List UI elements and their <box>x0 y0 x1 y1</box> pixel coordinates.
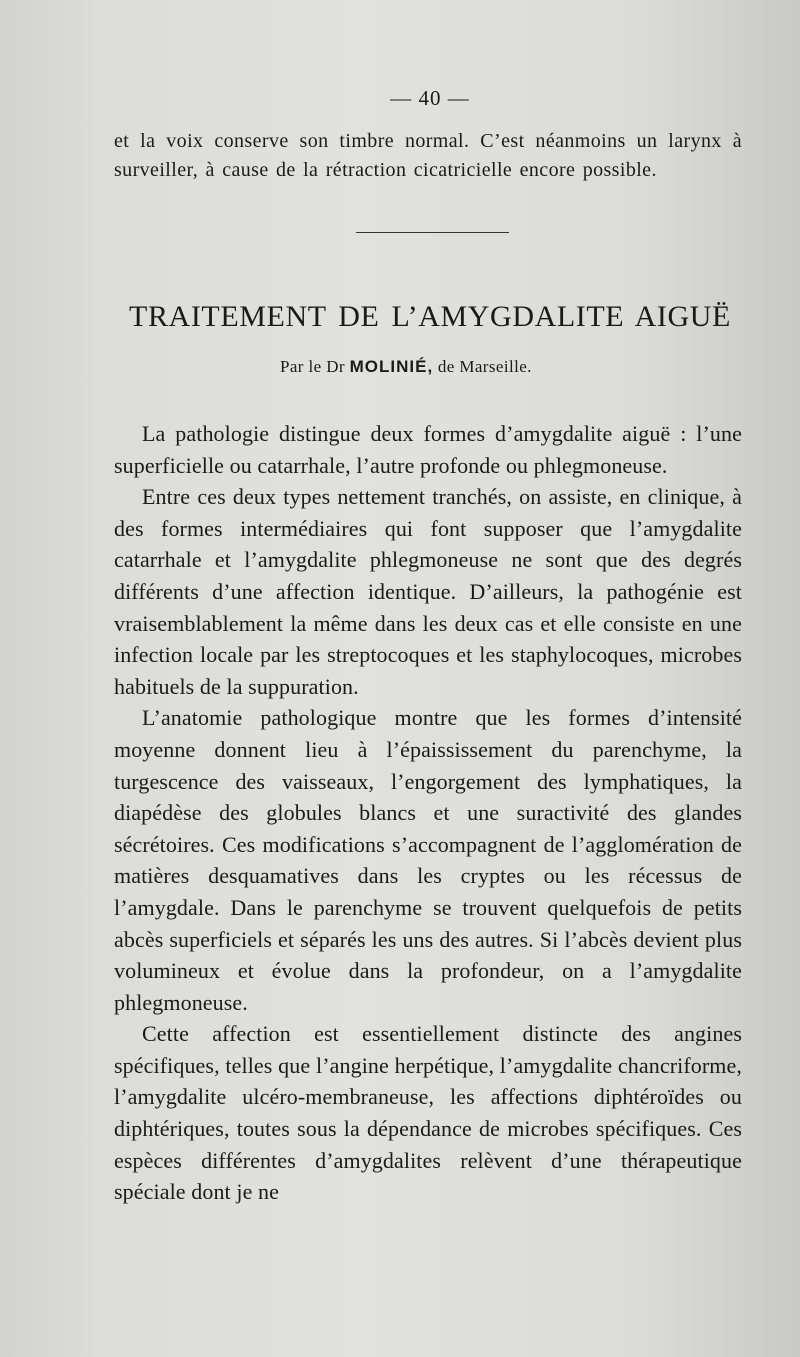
byline-author: MOLINIÉ, <box>349 357 434 376</box>
body-paragraph: La pathologie distingue deux formes d’amygdalite aiguë : l’une superficielle ou catarrhale, l’autre profonde ou phlegmoneuse. <box>114 421 742 478</box>
byline-suffix: de Marseille. <box>437 357 532 376</box>
article-body <box>114 418 742 1208</box>
body-paragraph: Entre ces deux types nettement tranchés, on assiste, en clinique, à des formes intermédiaires qui font supposer que l’amygdalite catarrhale et l’amygdalite phlegmoneuse ne sont que des degrés différents d’une affection identique. D’ailleurs, la pathogénie est vraisemblablement la même dans les deux cas et elle consiste en une infection locale par les streptocoques et les staphylocoques, microbes habituels de la suppuration. <box>114 484 742 699</box>
byline <box>280 357 532 377</box>
byline-prefix: Par le Dr <box>280 357 345 376</box>
intro-paragraph: et la voix conserve son timbre normal. C’est néanmoins un larynx à surveiller, à cause de la rétraction cicatricielle encore possible. <box>114 130 742 181</box>
article-title: TRAITEMENT DE L’AMYGDALITE AIGUË <box>129 300 731 333</box>
body-paragraph: Cette affection est essentiellement distincte des angines spécifiques, telles que l’angine herpétique, l’amygdalite chancriforme, l’amygdalite ulcéro-membraneuse, les affections diphtéroïdes ou diphtériques, toutes sous la dépendance de microbes spécifiques. Ces espèces différentes d’amygdalites relèvent d’une thérapeutique spéciale dont je ne <box>114 1021 742 1205</box>
section-divider <box>356 232 509 233</box>
page-number: — 40 — <box>390 86 470 110</box>
body-paragraph: L’anatomie pathologique montre que les formes d’intensité moyenne donnent lieu à l’épaississement du parenchyme, la turgescence des vaisseaux, l’engorgement des lymphatiques, la diapédèse des globules blancs et une suractivité des glandes sécrétoires. Ces modifications s’accompagnent de l’agglomération de matières desquamatives dans les cryptes ou les récessus de l’amygdale. Dans le parenchyme se trouvent quelquefois de petits abcès superficiels et séparés les uns des autres. Si l’abcès devient plus volumineux et évolue dans la profondeur, on a l’amygdalite phlegmoneuse. <box>114 705 742 1015</box>
